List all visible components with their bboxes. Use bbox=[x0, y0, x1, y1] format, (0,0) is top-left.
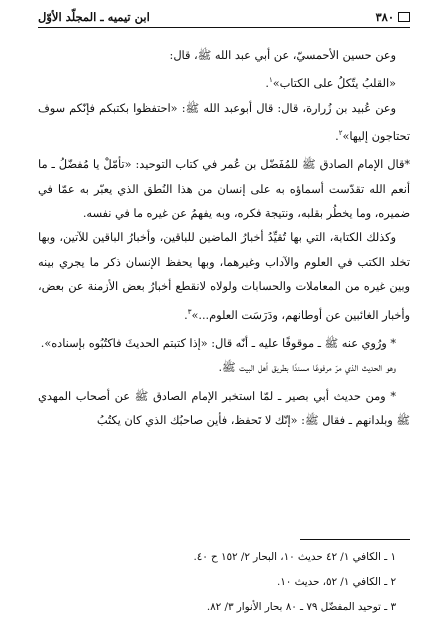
paragraph bbox=[38, 68, 410, 96]
footnote-rule bbox=[300, 539, 410, 540]
paragraph-text: * ومن حديث أبي بصير ـ لمّا استخبر الإمام الصادق ﷺ عن أصحاب المهدي ﷺ وبلدانهم ـ فقال ﷺ: «إنّك لا تَحفظ، فأين صاحبُك الذي كان يكتُبُ bbox=[38, 389, 410, 427]
footnote: ١ ـ الكافي ١/ ٤٢ حديث ١٠، البحار ٢/ ١٥٢ ح ٤٠. bbox=[193, 551, 396, 563]
body-text bbox=[38, 44, 410, 433]
sentence-end: . bbox=[335, 129, 339, 143]
paragraph bbox=[38, 97, 410, 150]
paragraph bbox=[38, 356, 410, 380]
paragraph bbox=[38, 332, 410, 356]
paragraph bbox=[38, 226, 410, 327]
paragraph-text: وعن حسين الأحمسيّ، عن أبي عبد الله ﷺ، قال: bbox=[169, 49, 396, 62]
page-header bbox=[38, 8, 410, 26]
footnote: ٣ ـ توحيد المفضّل ٧٩ ـ ٨٠ بحار الأنوار ٣/ ٨٢. bbox=[206, 601, 396, 613]
square-icon bbox=[398, 12, 410, 22]
paragraph bbox=[38, 385, 410, 434]
footnote-ref: ٢ bbox=[338, 128, 343, 137]
paragraph bbox=[38, 153, 410, 226]
paragraph-text: وهو الحديث الذي مرّ مرفوعًا مسندًا بطريق أهل البيت ﷺ. bbox=[218, 361, 396, 375]
paragraph-text: وكذلك الكتابة، التي بها تُقيِّدُ أخبارُ الماضين للباقين، وأخبارُ الباقين للآتين، وبها تخلد الكتب في العلوم والآداب وغيرهما، وبها يحفظ الإنسان ذكر ما يجري بينه وبين غيره من المعاملات والحسابات ولولاه لانقطع أخبارُ بعض الأزمنة عن بعض، وأخبار الغائبين عن أوطانهم، ودَرَسَت العلوم...» bbox=[38, 231, 410, 322]
running-title: ابن تيميه ـ المجلّد الأوّل bbox=[38, 10, 150, 24]
footnote: ٢ ـ الكافي ١/ ٥٢، حديث ١٠. bbox=[276, 576, 396, 588]
sentence-end: . bbox=[184, 308, 188, 322]
footnotes bbox=[38, 545, 410, 620]
footnote-ref: ٣ bbox=[187, 307, 192, 316]
paragraph-text: وعن عُبيد بن زُرارة، قال: قال أبوعبد الله ﷺ: «احتفظوا بكتبكم فإنّكم سوف تحتاجون إليها» bbox=[38, 101, 410, 143]
footnote-ref: ١ bbox=[268, 76, 273, 85]
header-rule bbox=[38, 27, 410, 28]
paragraph-text: * ورُوي عنه ﷺ ـ موقوفًا عليه ـ أنّه قال: «إذا كتبتم الحديثَ فاكتُبُوه بإسناده». bbox=[40, 336, 396, 350]
sentence-end: . bbox=[265, 77, 269, 91]
paragraph bbox=[38, 44, 410, 68]
paragraph-text: «القلبُ يتّكلُ على الكتاب» bbox=[272, 77, 396, 91]
page-number: ٣٨٠ bbox=[375, 10, 394, 24]
page-number-block bbox=[375, 10, 410, 24]
paragraph-text: *قال الإمام الصادق ﷺ للمُفَضّل بن عُمر في كتاب التوحيد: «تأمّلْ يا مُفضّلُ ـ ما أنعم الله تقدّست أسماؤه به على إنسان من هذا النُطق الذي يعبّر به عمّا في ضميره، وما يخطُر بقلبه، ونتيجة فكره، وبه يفهمُ عن غيره ما في نفسه. bbox=[38, 158, 410, 220]
